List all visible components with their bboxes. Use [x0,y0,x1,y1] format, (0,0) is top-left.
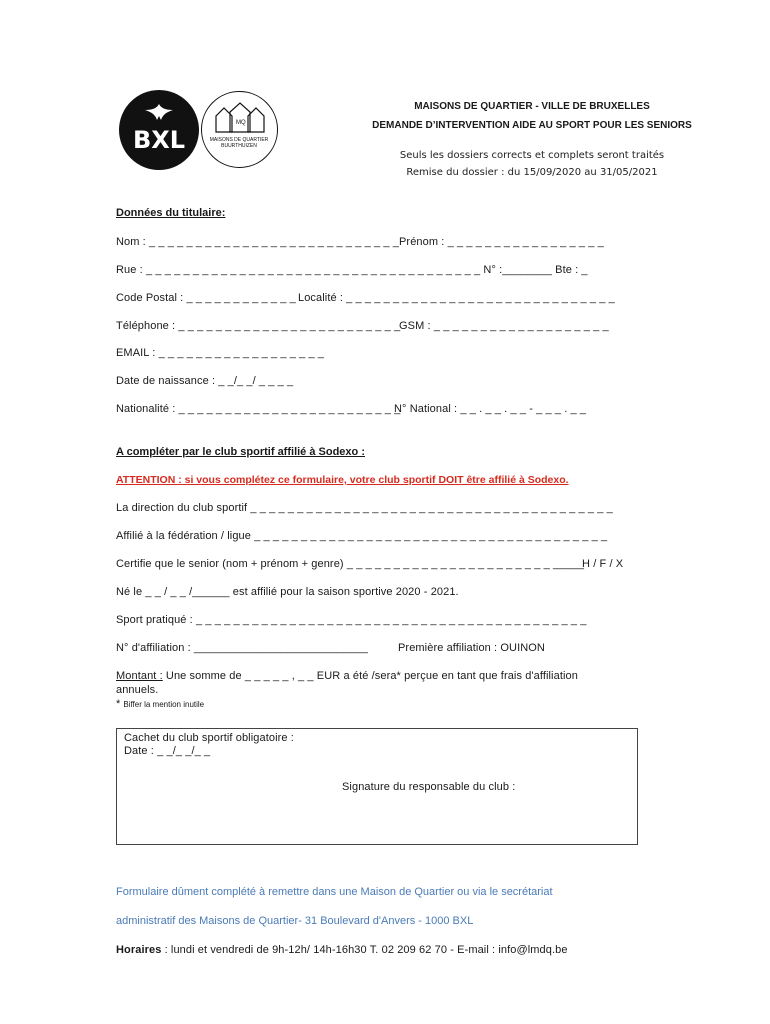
field-montant[interactable] [116,670,578,682]
header-note-deadline: Remise du dossier : du 15/09/2020 au 31/05/2021 [406,167,658,178]
houses-icon [212,102,268,134]
bxl-wordmark: BXL [132,126,186,154]
field-rue[interactable]: Rue : _ _ _ _ _ _ _ _ _ _ _ _ _ _ _ _ _ _ _ _ _ _ _ _ _ _ _ _ _ _ _ _ _ _ _ _ N° :________ Bte : _ [116,264,588,276]
header-title: MAISONS DE QUARTIER - VILLE DE BRUXELLES [414,101,650,112]
field-nationalite[interactable]: Nationalité : _ _ _ _ _ _ _ _ _ _ _ _ _ _ _ _ _ _ _ _ _ _ _ _ [116,403,401,415]
montant-label: Montant : [116,670,163,682]
footer-instructions: Formulaire dûment complété à remettre dans une Maison de Quartier ou via le secrétariat [116,886,553,898]
horaires-text: : lundi et vendredi de 9h-12h/ 14h-16h30 T. 02 209 62 70 - E-mail : info@lmdq.be [161,944,568,956]
field-premiere-affiliation[interactable]: Première affiliation : OUINON [398,642,545,654]
field-numero-affiliation[interactable]: N° d'affiliation : ____________________________ [116,642,368,654]
footer-hours [116,944,568,956]
section-titulaire: Données du titulaire: [116,207,226,219]
field-gsm[interactable]: GSM : _ _ _ _ _ _ _ _ _ _ _ _ _ _ _ _ _ _ _ [399,320,609,332]
signature-label: Signature du responsable du club : [342,781,516,793]
header-subtitle: DEMANDE D’INTERVENTION AIDE AU SPORT POUR LES SENIORS [372,120,692,131]
field-genre[interactable]: H / F / X [582,558,624,570]
iris-icon [143,102,175,122]
field-sport-pratique[interactable]: Sport pratiqué : _ _ _ _ _ _ _ _ _ _ _ _ _ _ _ _ _ _ _ _ _ _ _ _ _ _ _ _ _ _ _ _ _ _ _ _ _ _ _ _ _ _ [116,614,587,626]
section-club: A compléter par le club sportif affilié à Sodexo : [116,446,365,458]
mq-monogram: MQ [236,120,246,126]
field-prenom[interactable]: Prénom : _ _ _ _ _ _ _ _ _ _ _ _ _ _ _ _ _ [399,236,604,248]
footer-address: administratif des Maisons de Quartier- 31 Boulevard d'Anvers - 1000 BXL [116,915,474,927]
montant-text: Une somme de _ _ _ _ _ , _ _ EUR a été /sera* perçue en tant que frais d'affiliation [162,670,578,682]
field-date-naissance[interactable]: Date de naissance : _ _/_ _/ _ _ _ _ [116,375,294,387]
field-ne-le[interactable]: Né le _ _ / _ _ /______ est affilié pour la saison sportive 2020 - 2021. [116,586,459,598]
date-field[interactable]: Date : _ _/_ _/_ _ [124,745,211,757]
field-numero-national[interactable]: N° National : _ _ . _ _ . _ _ - _ _ _ . _ _ [394,403,587,415]
field-email[interactable]: EMAIL : _ _ _ _ _ _ _ _ _ _ _ _ _ _ _ _ _ _ [116,347,325,359]
montant-text-cont: annuels. [116,684,159,696]
bxl-logo [119,90,199,170]
field-nom[interactable]: Nom : _ _ _ _ _ _ _ _ _ _ _ _ _ _ _ _ _ _ _ _ _ _ _ _ _ _ _ [116,236,399,248]
field-code-postal[interactable]: Code Postal : _ _ _ _ _ _ _ _ _ _ _ _ [116,292,296,304]
mq-caption: MAISONS DE QUARTIER BUURTHUIZEN [209,137,269,149]
attention-notice: ATTENTION : si vous complétez ce formulaire, votre club sportif DOIT être affilié à Sodexo. [116,474,569,486]
cachet-label: Cachet du club sportif obligatoire : [124,732,294,744]
horaires-label: Horaires [116,944,162,956]
maisons-de-quartier-logo [201,91,278,168]
field-federation[interactable]: Affilié à la fédération / ligue _ _ _ _ _ _ _ _ _ _ _ _ _ _ _ _ _ _ _ _ _ _ _ _ _ _ _ _ _ _ _ _ _ _ _ _ _ _ [116,530,608,542]
field-direction-club[interactable]: La direction du club sportif _ _ _ _ _ _ _ _ _ _ _ _ _ _ _ _ _ _ _ _ _ _ _ _ _ _ _ _ _ _ _ _ _ _ _ _ _ _ _ [116,502,613,514]
field-localite[interactable]: Localité : _ _ _ _ _ _ _ _ _ _ _ _ _ _ _ _ _ _ _ _ _ _ _ _ _ _ _ _ _ [298,292,615,304]
club-stamp-box[interactable] [116,728,638,845]
footnote: * Biffer la mention inutile [116,698,205,710]
field-certifie-senior[interactable]: Certifie que le senior (nom + prénom + genre) _ _ _ _ _ _ _ _ _ _ _ _ _ _ _ _ _ _ _ _ _ _ _____ [116,558,585,570]
field-telephone[interactable]: Téléphone : _ _ _ _ _ _ _ _ _ _ _ _ _ _ _ _ _ _ _ _ _ _ _ _ [116,320,401,332]
header-note-complete: Seuls les dossiers corrects et complets seront traités [399,150,665,161]
